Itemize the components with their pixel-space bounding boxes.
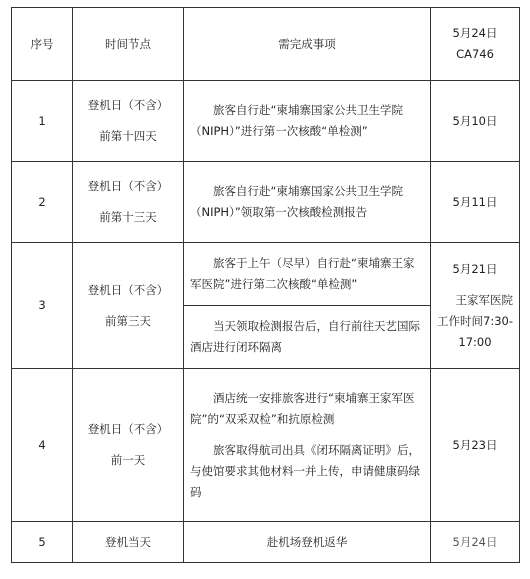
row-time-line1: 登机日（不含） [87, 282, 169, 297]
row-date: 5月24日 [431, 522, 520, 563]
header-flight: CA746 [456, 47, 494, 61]
row-time: 登机当天 [73, 522, 184, 563]
row-time-line1: 登机日（不含） [87, 98, 169, 112]
table-row [12, 369, 520, 522]
row-date: 5月10日 [431, 81, 520, 162]
header-time: 时间节点 [73, 8, 184, 81]
row-no: 1 [12, 81, 73, 162]
header-date [431, 8, 520, 81]
row-time [73, 243, 184, 369]
row-task-text: 旅客自行赴“柬埔寨国家公共卫生学院（NIPH）”领取第一次核酸检测报告 [190, 184, 403, 219]
row-no: 2 [12, 162, 73, 243]
row-time [73, 162, 184, 243]
row-task: 赴机场登机返华 [184, 522, 431, 563]
table-header-row [12, 8, 520, 81]
row-time-line2: 前一天 [110, 453, 146, 467]
row-task [184, 243, 431, 306]
row-task [184, 81, 431, 162]
row-time-line1: 登机日（不含） [87, 179, 169, 193]
row-time-line1: 登机日（不含） [87, 422, 169, 436]
row-task [184, 369, 431, 522]
row-date: 5月11日 [431, 162, 520, 243]
table-row [12, 81, 520, 162]
header-date-day: 5月24日 [452, 26, 498, 40]
row-task-text-b: 当天领取检测报告后，自行前往天艺国际酒店进行闭环隔离 [190, 319, 420, 354]
table-row [12, 243, 520, 306]
row-task [184, 306, 431, 369]
row-task-text-1: 酒店统一安排旅客进行“柬埔寨王家军医院”的“双采双检”和抗原检测 [190, 390, 415, 426]
row-task [184, 162, 431, 243]
row-date: 5月23日 [431, 369, 520, 522]
row-date-hospital: 王家军医院 [455, 292, 513, 307]
row-task-text: 旅客自行赴“柬埔寨国家公共卫生学院（NIPH）”进行第一次核酸“单检测” [190, 103, 403, 138]
header-no: 序号 [12, 8, 73, 81]
row-no: 4 [12, 369, 73, 522]
row-date [431, 243, 520, 369]
row-time [73, 369, 184, 522]
row-time-line2: 前第十四天 [99, 129, 157, 143]
row-date-hours: 工作时间7:30- [437, 313, 513, 328]
row-no: 3 [12, 243, 73, 369]
table-row [12, 522, 520, 563]
row-task-text-a: 旅客于上午（尽早）自行赴“柬埔寨王家军医院”进行第二次核酸“单检测” [190, 256, 415, 291]
schedule-table [11, 7, 520, 563]
row-time-line2: 前第十三天 [99, 210, 157, 224]
row-time [73, 81, 184, 162]
row-date-hours-end: 17:00 [458, 334, 492, 349]
row-time-line2: 前第三天 [105, 313, 151, 328]
header-task: 需完成事项 [184, 8, 431, 81]
row-date-day: 5月21日 [452, 261, 498, 276]
schedule-sheet [11, 7, 519, 563]
table-row [12, 162, 520, 243]
row-task-text-2: 旅客取得航司出具《闭环隔离证明》后，与使馆要求其他材料一并上传，申请健康码绿码 [190, 442, 420, 499]
row-no: 5 [12, 522, 73, 563]
